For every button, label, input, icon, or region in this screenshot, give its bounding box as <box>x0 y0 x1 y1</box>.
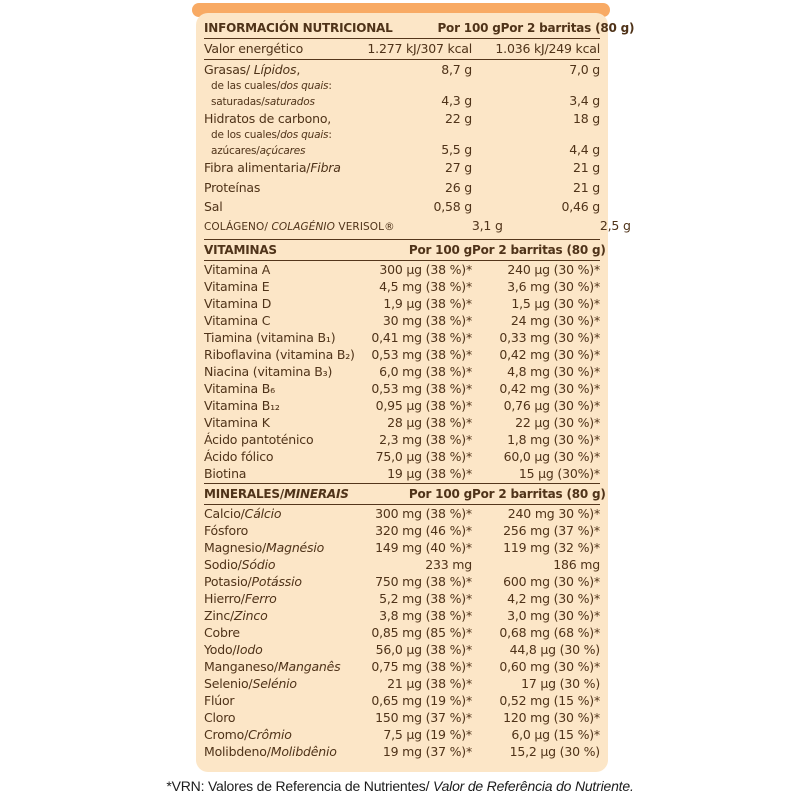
value-per100: 1,9 µg (38 %)* <box>383 295 472 311</box>
row-label <box>204 744 364 759</box>
row-label-suffix: VERISOL® <box>334 221 395 234</box>
value-per2bars: 0,33 mg (30 %)* <box>499 329 600 345</box>
row-label <box>204 381 364 396</box>
footnote-pt: Valor de Referência do Nutriente. <box>432 778 634 794</box>
value-per2bars: 0,60 mg (30 %)* <box>499 658 600 674</box>
table-row <box>204 346 600 363</box>
row-label <box>204 710 364 725</box>
value-per100: 4,5 mg (38 %)* <box>379 278 472 294</box>
row-label-pt: Crômio <box>248 726 292 742</box>
row-label <box>204 693 364 708</box>
table-row <box>204 109 600 128</box>
row-label-es: Grasas/ <box>204 62 254 78</box>
row-label-es: Manganeso/ <box>204 658 278 674</box>
section-header <box>204 239 606 261</box>
value-per2bars: 0,76 µg (30 %)* <box>503 397 600 413</box>
value-per100: 56,0 µg (38 %)* <box>375 641 472 657</box>
value-per2bars: 6,0 µg (15 %)* <box>511 726 600 742</box>
section-header <box>204 483 606 505</box>
footnote <box>0 778 800 794</box>
value-per100: 4,3 g <box>441 92 472 108</box>
table-row <box>204 658 600 675</box>
row-label <box>204 80 364 93</box>
row-label <box>204 180 364 195</box>
row-label <box>204 676 364 691</box>
row-label-es: Biotina <box>204 465 247 481</box>
value-per2bars: 4,2 mg (30 %)* <box>507 590 600 606</box>
section <box>204 18 635 238</box>
table-row <box>204 39 600 60</box>
row-label-es: Cromo/ <box>204 726 249 742</box>
value-per2bars: 3,0 mg (30 %)* <box>507 607 600 623</box>
row-label-suffix: : <box>328 128 332 141</box>
row-label-es: azúcares/ <box>211 144 260 157</box>
section-title <box>204 21 393 36</box>
section-header <box>204 18 635 39</box>
value-per2bars: 7,0 g <box>569 62 600 78</box>
row-label <box>204 160 364 175</box>
table-row <box>204 142 600 158</box>
table-row <box>204 60 600 79</box>
value-per100: 28 µg (38 %)* <box>387 414 472 430</box>
table-row <box>204 261 600 278</box>
row-label-es: COLÁGENO/ <box>204 221 272 234</box>
value-per100: 0,58 g <box>433 199 472 214</box>
row-label-pt: Ferro <box>244 590 277 606</box>
row-label-es: Flúor <box>204 692 235 708</box>
value-per100: 149 mg (40 %)* <box>375 539 472 555</box>
table-row <box>204 505 600 522</box>
section-title-es: INFORMACIÓN NUTRICIONAL <box>204 21 393 35</box>
row-label-es: Vitamina B₆ <box>204 380 275 396</box>
row-label-pt: saturados <box>264 95 315 108</box>
value-per100: 0,65 mg (19 %)* <box>371 692 472 708</box>
section-title <box>204 243 364 258</box>
row-label <box>204 727 364 742</box>
value-per100: 0,85 mg (85 %)* <box>371 624 472 640</box>
value-per2bars: 21 g <box>572 160 600 176</box>
table-row <box>204 607 600 624</box>
section-title-es: MINERALES/ <box>204 486 285 501</box>
value-per100: 233 mg <box>425 556 472 572</box>
row-label-es: Fósforo <box>204 522 249 538</box>
row-label-es: Vitamina E <box>204 278 270 294</box>
row-label <box>204 432 364 447</box>
nutrition-card <box>196 13 635 772</box>
value-per100: 19 mg (37 %)* <box>382 743 472 759</box>
value-per100: 750 mg (38 %)* <box>375 573 472 589</box>
value-per100: 3,8 mg (38 %)* <box>379 607 472 623</box>
row-label <box>204 330 364 345</box>
row-label-pt: Potássio <box>251 573 302 589</box>
value-per2bars: 3,6 mg (30 %)* <box>507 278 600 294</box>
table-row <box>204 522 600 539</box>
row-label-es: Valor energético <box>204 41 304 57</box>
table-row <box>204 177 600 196</box>
row-label <box>204 398 364 413</box>
table-row <box>204 573 600 590</box>
table-row <box>204 692 600 709</box>
row-label-es: Zinc/ <box>204 607 235 623</box>
row-label-pt: dos quais <box>280 128 329 141</box>
row-label <box>204 642 364 657</box>
value-per2bars: 4,4 g <box>569 141 600 157</box>
row-label-pt: Manganês <box>277 658 341 674</box>
value-per2bars: 256 mg (37 %)* <box>503 522 600 538</box>
value-per2bars: 3,4 g <box>569 92 600 108</box>
value-per2bars: 1,8 mg (30 %)* <box>507 431 600 447</box>
table-row <box>204 197 600 216</box>
table-row <box>204 431 600 448</box>
section-title-es: VITAMINAS <box>204 242 277 257</box>
row-label <box>204 557 364 572</box>
row-label-suffix: : <box>328 79 332 92</box>
value-per2bars: 0,52 mg (15 %)* <box>499 692 600 708</box>
value-per2bars: 24 mg (30 %)* <box>510 312 600 328</box>
table-row <box>204 556 600 573</box>
row-label-pt: Fibra <box>310 160 341 176</box>
row-label-es: Tiamina (vitamina B₁) <box>204 329 336 345</box>
row-label <box>204 506 364 521</box>
value-per2bars: 0,42 mg (30 %)* <box>499 346 600 362</box>
value-per100: 5,2 mg (38 %)* <box>379 590 472 606</box>
row-label-es: Vitamina K <box>204 414 270 430</box>
value-per100: 7,5 µg (19 %)* <box>383 726 472 742</box>
table-row <box>204 448 600 465</box>
row-label-es: Ácido fólico <box>204 448 274 464</box>
value-per2bars: 1.036 kJ/249 kcal <box>495 41 600 57</box>
value-per100: 2,3 mg (38 %)* <box>379 431 472 447</box>
row-label <box>204 313 364 328</box>
value-per100: 0,53 mg (38 %)* <box>371 346 472 362</box>
value-per100: 1.277 kJ/307 kcal <box>367 41 472 57</box>
row-label <box>204 659 364 674</box>
row-label <box>204 296 364 311</box>
row-label-pt: açúcares <box>259 144 306 157</box>
value-per100: 6,0 mg (38 %)* <box>379 363 472 379</box>
value-per100: 300 mg (38 %)* <box>375 505 472 521</box>
row-label-es: de los cuales/ <box>211 128 281 141</box>
row-label <box>204 41 364 56</box>
table-row <box>204 624 600 641</box>
table-row <box>204 397 600 414</box>
value-per2bars: 60,0 µg (30 %)* <box>503 448 600 464</box>
row-label <box>204 145 364 158</box>
section <box>204 239 606 482</box>
row-label-suffix: , <box>327 111 332 127</box>
value-per100: 22 g <box>444 111 472 127</box>
row-label <box>204 220 395 235</box>
row-label-pt: COLAGÉNIO <box>271 221 335 234</box>
row-label-es: Vitamina B₁₂ <box>204 397 280 413</box>
column-header-per100: Por 100 g <box>437 21 501 35</box>
value-per100: 75,0 µg (38 %)* <box>375 448 472 464</box>
row-label <box>204 96 364 109</box>
value-per2bars: 15 µg (30%)* <box>518 465 600 481</box>
row-label <box>204 466 364 481</box>
table-row <box>204 743 600 760</box>
row-label-pt: Magnésio <box>266 539 325 555</box>
row-label-pt: Selénio <box>252 675 297 691</box>
table-row <box>204 93 600 109</box>
row-label <box>204 574 364 589</box>
row-label <box>204 591 364 606</box>
column-header-per2bars: Por 2 barritas (80 g) <box>500 21 635 35</box>
table-row <box>204 158 600 177</box>
table-row <box>204 675 600 692</box>
row-label-es: Calcio/ <box>204 505 245 521</box>
row-label <box>204 62 364 77</box>
value-per2bars: 18 g <box>572 111 600 127</box>
row-label <box>204 523 364 538</box>
row-label-es: Cloro <box>204 709 236 725</box>
row-label-pt: Cálcio <box>244 505 282 521</box>
row-label-es: Hidratos de carbono <box>204 111 328 127</box>
table-row <box>204 641 600 658</box>
row-label <box>204 449 364 464</box>
section <box>204 483 606 760</box>
row-label-pt: Sódio <box>241 556 276 572</box>
value-per100: 21 µg (38 %)* <box>387 675 472 691</box>
table-row <box>204 380 600 397</box>
row-label-pt: Iodo <box>236 641 263 657</box>
row-label-es: Fibra alimentaria/ <box>204 160 311 176</box>
row-label <box>204 111 364 126</box>
table-row <box>204 329 600 346</box>
value-per2bars: 119 mg (32 %)* <box>503 539 600 555</box>
value-per100: 27 g <box>444 160 472 176</box>
value-per100: 300 µg (38 %)* <box>379 261 472 277</box>
table-row <box>204 80 600 94</box>
value-per2bars: 15,2 µg (30 %) <box>509 743 600 759</box>
value-per2bars: 240 µg (30 %)* <box>507 261 600 277</box>
value-per100: 0,41 mg (38 %)* <box>371 329 472 345</box>
section-title-pt: MINERAIS <box>284 486 349 501</box>
value-per2bars: 1,5 µg (30 %)* <box>511 295 600 311</box>
value-per100: 8,7 g <box>441 62 472 78</box>
row-label-suffix: , <box>296 62 301 78</box>
row-label-es: Potasio/ <box>204 573 252 589</box>
value-per2bars: 22 µg (30 %)* <box>515 414 600 430</box>
table-row <box>204 312 600 329</box>
row-label-es: Niacina (vitamina B₃) <box>204 363 333 379</box>
row-label-es: Molibdeno/ <box>204 743 271 759</box>
value-per2bars: 240 mg 30 %)* <box>507 505 600 521</box>
value-per2bars: 0,46 g <box>561 199 600 214</box>
footnote-es: *VRN: Valores de Referencia de Nutrientes/ <box>166 778 433 794</box>
table-row <box>204 295 600 312</box>
column-header-per100: Por 100 g <box>408 486 472 501</box>
row-label-es: Hierro/ <box>204 590 245 606</box>
value-per100: 26 g <box>444 179 472 195</box>
row-label <box>204 608 364 623</box>
table-row <box>204 726 600 743</box>
row-label-pt: Lípidos <box>253 62 297 78</box>
row-label <box>204 540 364 555</box>
value-per2bars: 21 g <box>572 179 600 195</box>
value-per100: 150 mg (37 %)* <box>375 709 472 725</box>
row-label-es: Riboflavina (vitamina B₂) <box>204 346 355 362</box>
row-label <box>204 199 364 214</box>
section-title <box>204 487 364 502</box>
row-label-es: Sodio/ <box>204 556 242 572</box>
table-row <box>204 363 600 380</box>
row-label-es: Selenio/ <box>204 675 253 691</box>
value-per100: 0,75 mg (38 %)* <box>371 658 472 674</box>
row-label-pt: Zinco <box>234 607 268 623</box>
table-row <box>204 709 600 726</box>
value-per2bars: 0,42 mg (30 %)* <box>499 380 600 396</box>
row-label <box>204 347 364 362</box>
table-row <box>204 278 600 295</box>
value-per100: 19 µg (38 %)* <box>387 465 472 481</box>
row-label-es: Vitamina C <box>204 312 271 328</box>
table-row <box>204 216 631 237</box>
row-label <box>204 625 364 640</box>
table-row <box>204 129 600 143</box>
value-per2bars: 0,68 mg (68 %)* <box>499 624 600 640</box>
value-per100: 0,95 µg (38 %)* <box>375 397 472 413</box>
column-header-per100: Por 100 g <box>408 242 472 257</box>
row-label-pt: dos quais <box>280 79 329 92</box>
row-label-es: Yodo/ <box>204 641 237 657</box>
row-label-es: Vitamina A <box>204 261 271 277</box>
value-per2bars: 120 mg (30 %)* <box>503 709 600 725</box>
value-per2bars: 4,8 mg (30 %)* <box>507 363 600 379</box>
row-label-es: Vitamina D <box>204 295 272 311</box>
value-per100: 320 mg (46 %)* <box>375 522 472 538</box>
row-label <box>204 129 364 142</box>
value-per100: 3,1 g <box>471 218 503 234</box>
row-label-es: Sal <box>204 199 223 214</box>
value-per100: 30 mg (38 %)* <box>382 312 472 328</box>
row-label <box>204 364 364 379</box>
value-per2bars: 2,5 g <box>599 218 631 234</box>
value-per2bars: 600 mg (30 %)* <box>503 573 600 589</box>
row-label-es: Cobre <box>204 624 240 640</box>
value-per100: 5,5 g <box>441 141 472 157</box>
table-row <box>204 539 600 556</box>
row-label-es: Magnesio/ <box>204 539 267 555</box>
row-label-es: saturadas/ <box>211 95 265 108</box>
row-label <box>204 415 364 430</box>
table-row <box>204 414 600 431</box>
table-row <box>204 465 600 482</box>
row-label-pt: Molibdênio <box>270 743 337 759</box>
value-per100: 0,53 mg (38 %)* <box>371 380 472 396</box>
row-label <box>204 279 364 294</box>
value-per2bars: 44,8 µg (30 %) <box>509 641 600 657</box>
row-label-es: de las cuales/ <box>211 79 281 92</box>
row-label-es: Proteínas <box>204 179 261 195</box>
value-per2bars: 17 µg (30 %) <box>521 675 600 691</box>
value-per2bars: 186 mg <box>553 556 600 572</box>
row-label <box>204 262 364 277</box>
column-header-per2bars: Por 2 barritas (80 g) <box>472 242 606 257</box>
column-header-per2bars: Por 2 barritas (80 g) <box>472 486 606 501</box>
table-row <box>204 590 600 607</box>
row-label-es: Ácido pantoténico <box>204 431 314 447</box>
